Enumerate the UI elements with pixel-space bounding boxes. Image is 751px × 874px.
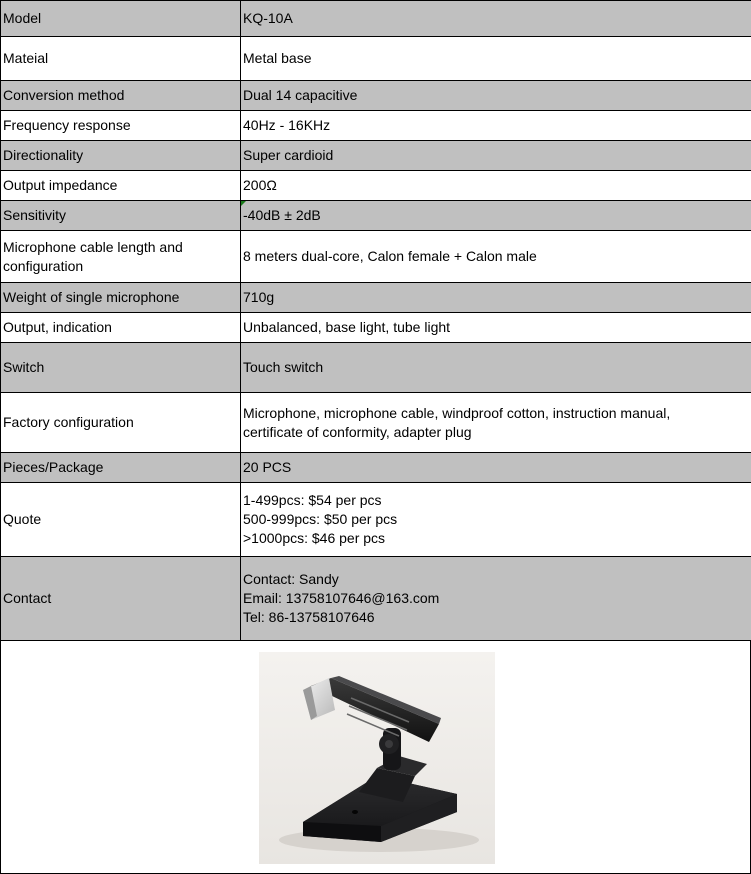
table-row	[1, 343, 751, 393]
row-value: -40dB ± 2dB	[243, 207, 321, 223]
row-value-cell	[241, 483, 751, 557]
row-label: Quote	[1, 483, 241, 557]
row-value: Unbalanced, base light, tube light	[241, 313, 751, 343]
row-label: Sensitivity	[1, 201, 241, 231]
row-label: Microphone cable length and	[3, 238, 183, 255]
row-label-cell	[1, 231, 241, 283]
row-value: Metal base	[241, 37, 751, 81]
table-row	[1, 453, 751, 483]
row-value: Super cardioid	[241, 141, 751, 171]
row-value-cell	[241, 201, 751, 231]
row-value: 500-999pcs: $50 per pcs	[243, 511, 398, 527]
table-row	[1, 201, 751, 231]
row-value: Touch switch	[241, 343, 751, 393]
row-label: Factory configuration	[1, 393, 241, 453]
row-value: 40Hz - 16KHz	[241, 111, 751, 141]
row-value: Email: 13758107646@163.com	[243, 590, 440, 606]
table-row	[1, 81, 751, 111]
row-value-cell	[241, 393, 751, 453]
table-row	[1, 171, 751, 201]
row-label: Contact	[1, 557, 241, 641]
row-label: configuration	[3, 257, 84, 274]
row-label: Conversion method	[1, 81, 241, 111]
row-value: KQ-10A	[241, 1, 751, 37]
row-label: Model	[1, 1, 241, 37]
row-value: certificate of conformity, adapter plug	[243, 423, 472, 440]
row-label: Output impedance	[1, 171, 241, 201]
row-label: Mateial	[1, 37, 241, 81]
row-value: 1-499pcs: $54 per pcs	[243, 492, 382, 508]
row-value: Contact: Sandy	[243, 571, 339, 587]
row-value: 710g	[241, 283, 751, 313]
row-label: Directionality	[1, 141, 241, 171]
row-value: Tel: 86-13758107646	[243, 609, 375, 625]
row-value: >1000pcs: $46 per pcs	[243, 530, 386, 546]
table-row	[1, 313, 751, 343]
row-label: Output, indication	[1, 313, 241, 343]
row-value-cell	[241, 557, 751, 641]
product-image-row	[0, 640, 751, 874]
table-row	[1, 557, 751, 641]
row-value: Microphone, microphone cable, windproof cotton, instruction manual,	[243, 404, 671, 421]
row-value: 8 meters dual-core, Calon female + Calon male	[241, 231, 751, 283]
table-row	[1, 393, 751, 453]
table-row	[1, 141, 751, 171]
row-value: Dual 14 capacitive	[241, 81, 751, 111]
row-label: Switch	[1, 343, 241, 393]
table-row	[1, 483, 751, 557]
table-row	[1, 111, 751, 141]
row-label: Frequency response	[1, 111, 241, 141]
row-label: Pieces/Package	[1, 453, 241, 483]
row-value: 200Ω	[241, 171, 751, 201]
row-value: 20 PCS	[241, 453, 751, 483]
table-row	[1, 231, 751, 283]
row-label: Weight of single microphone	[1, 283, 241, 313]
table-row	[1, 283, 751, 313]
gooseneck-microphone-photo	[259, 652, 495, 864]
table-row	[1, 37, 751, 81]
table-row	[1, 1, 751, 37]
comment-marker-icon	[241, 201, 246, 206]
